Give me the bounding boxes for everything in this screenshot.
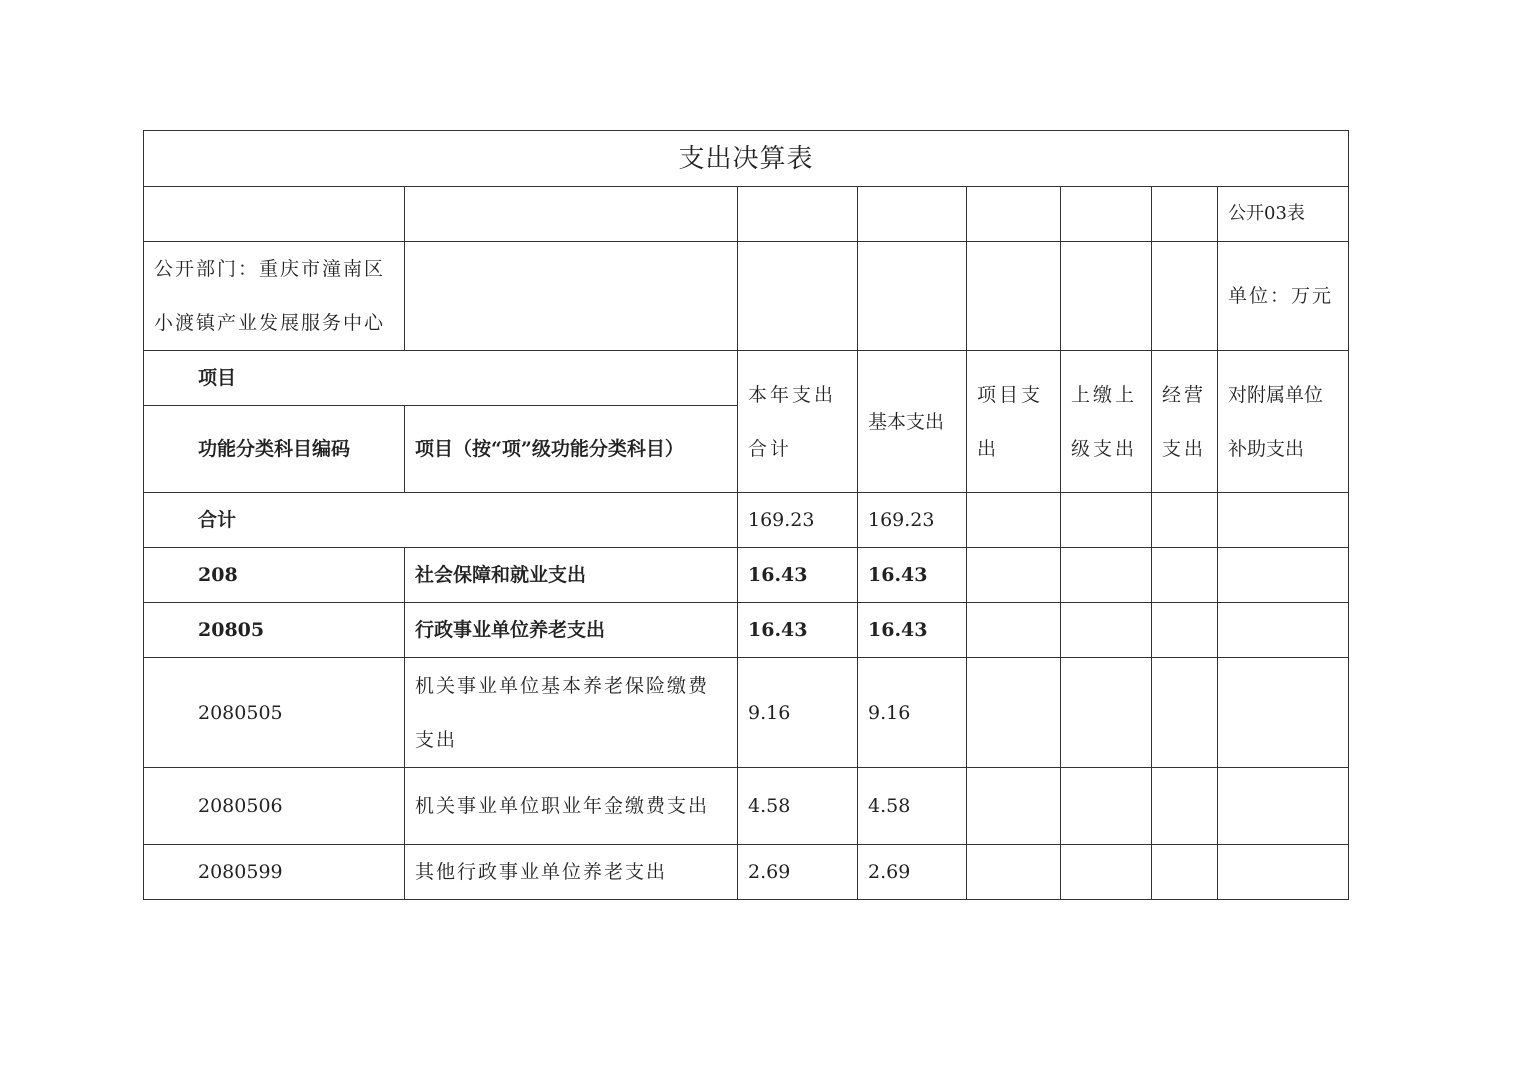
department-row	[144, 242, 1349, 351]
row-total: 4.58	[738, 768, 858, 845]
empty-cell	[967, 845, 1061, 900]
empty-cell	[967, 187, 1061, 242]
empty-cell	[1152, 658, 1218, 768]
table-code: 公开03表	[1218, 187, 1349, 242]
empty-cell	[1061, 548, 1152, 603]
table-row	[144, 548, 1349, 603]
total-label: 合计	[144, 493, 738, 548]
title-row	[144, 131, 1349, 187]
total-row	[144, 493, 1349, 548]
empty-cell	[1152, 768, 1218, 845]
empty-cell	[405, 187, 738, 242]
header-item: 项目	[144, 351, 738, 406]
empty-cell	[1061, 493, 1152, 548]
table-title: 支出决算表	[144, 131, 1349, 187]
empty-cell	[1061, 603, 1152, 658]
unit-label: 单位：万元	[1218, 242, 1349, 351]
header-name: 项目（按“项”级功能分类科目）	[405, 406, 738, 493]
row-total: 2.69	[738, 845, 858, 900]
row-total: 16.43	[738, 603, 858, 658]
row-name: 其他行政事业单位养老支出	[405, 845, 738, 900]
row-name: 行政事业单位养老支出	[405, 603, 738, 658]
row-basic: 16.43	[858, 548, 967, 603]
department-label: 公开部门：重庆市潼南区小渡镇产业发展服务中心	[144, 242, 405, 351]
row-code: 2080599	[144, 845, 405, 900]
header-upper: 上缴上级支出	[1061, 351, 1152, 493]
empty-cell	[1152, 493, 1218, 548]
empty-cell	[1218, 493, 1349, 548]
row-name: 社会保障和就业支出	[405, 548, 738, 603]
row-basic: 4.58	[858, 768, 967, 845]
empty-cell	[858, 242, 967, 351]
table-row	[144, 845, 1349, 900]
empty-cell	[1152, 548, 1218, 603]
empty-cell	[1218, 548, 1349, 603]
empty-cell	[1061, 658, 1152, 768]
empty-cell	[967, 768, 1061, 845]
table-row	[144, 658, 1349, 768]
table-code-row	[144, 187, 1349, 242]
empty-cell	[1061, 242, 1152, 351]
empty-cell	[967, 242, 1061, 351]
header-business: 经营支出	[1152, 351, 1218, 493]
row-total: 16.43	[738, 548, 858, 603]
empty-cell	[967, 658, 1061, 768]
total-amount: 169.23	[738, 493, 858, 548]
empty-cell	[1218, 658, 1349, 768]
header-subsidiary: 对附属单位补助支出	[1218, 351, 1349, 493]
basic-amount: 169.23	[858, 493, 967, 548]
row-code: 208	[144, 548, 405, 603]
empty-cell	[1061, 768, 1152, 845]
expenditure-final-accounts-table	[143, 130, 1349, 900]
row-code: 2080505	[144, 658, 405, 768]
row-code: 2080506	[144, 768, 405, 845]
empty-cell	[1152, 603, 1218, 658]
empty-cell	[967, 603, 1061, 658]
empty-cell	[144, 187, 405, 242]
row-basic: 16.43	[858, 603, 967, 658]
empty-cell	[1218, 768, 1349, 845]
empty-cell	[1152, 845, 1218, 900]
empty-cell	[1218, 845, 1349, 900]
empty-cell	[858, 187, 967, 242]
empty-cell	[738, 187, 858, 242]
row-code: 20805	[144, 603, 405, 658]
empty-cell	[1061, 845, 1152, 900]
empty-cell	[1152, 187, 1218, 242]
header-basic: 基本支出	[858, 351, 967, 493]
table-row	[144, 768, 1349, 845]
empty-cell	[738, 242, 858, 351]
empty-cell	[405, 242, 738, 351]
row-basic: 9.16	[858, 658, 967, 768]
row-basic: 2.69	[858, 845, 967, 900]
empty-cell	[1152, 242, 1218, 351]
row-total: 9.16	[738, 658, 858, 768]
empty-cell	[1061, 187, 1152, 242]
header-total: 本年支出合计	[738, 351, 858, 493]
table-row	[144, 603, 1349, 658]
empty-cell	[967, 548, 1061, 603]
empty-cell	[967, 493, 1061, 548]
header-code: 功能分类科目编码	[144, 406, 405, 493]
header-project: 项目支出	[967, 351, 1061, 493]
row-name: 机关事业单位基本养老保险缴费支出	[405, 658, 738, 768]
header-row-1	[144, 351, 1349, 406]
row-name: 机关事业单位职业年金缴费支出	[405, 768, 738, 845]
empty-cell	[1218, 603, 1349, 658]
